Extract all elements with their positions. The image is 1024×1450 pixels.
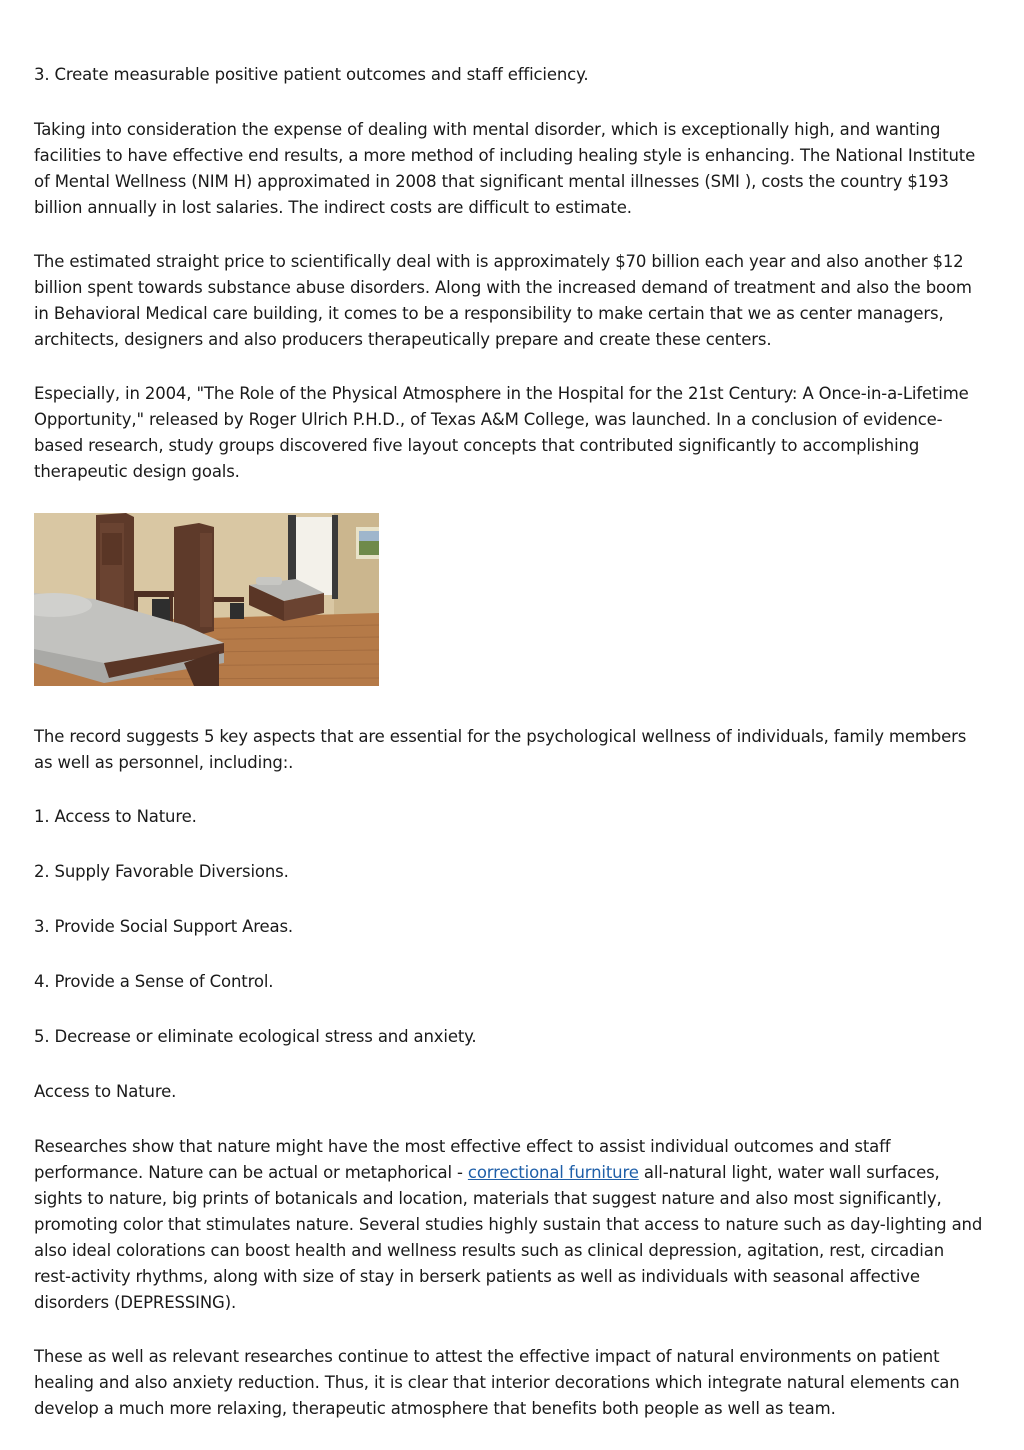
paragraph-natural-environments: These as well as relevant researches continue to attest the effective impact of natural environments on patient healing and also anxiety reduction. Thus, it is clear that interior decorations which integrate natural elements can develop a much more relaxing, therapeutic atmosphere that benefits both people as well as team. (34, 1347, 960, 1418)
paragraph-outcome-goal: 3. Create measurable positive patient outcomes and staff efficiency. (34, 65, 589, 84)
hospital-room-photo (34, 513, 379, 686)
correctional-furniture-link[interactable]: correctional furniture (467, 1163, 639, 1182)
list-item-2: 2. Supply Favorable Diversions. (34, 862, 289, 881)
paragraph-treatment-cost: The estimated straight price to scientifically deal with is approximately $70 billion each year and also another $12 billion spent towards substance abuse disorders. Along with the increased demand of treatment and also the boom in Behavioral Medical care building, it comes to be a responsibility to make certain that we as center managers, architects, designers and also producers therapeutically prepare and create these centers. (34, 252, 972, 349)
paragraph-nature-text-start: Researches show that nature might have the most effective effect to assist individual outcomes and staff performance. Nature can be actual or metaphorical - (34, 1137, 891, 1182)
list-item-3: 3. Provide Social Support Areas. (34, 917, 294, 936)
section-heading-access-to-nature: Access to Nature. (34, 1082, 177, 1101)
paragraph-nature-research (34, 1134, 984, 1316)
list-item-1: 1. Access to Nature. (34, 807, 197, 826)
list-item-4: 4. Provide a Sense of Control. (34, 972, 274, 991)
paragraph-ulrich-report: Especially, in 2004, "The Role of the Physical Atmosphere in the Hospital for the 21st Century: A Once-in-a-Lifetime Opportunity," released by Roger Ulrich P.H.D., of Texas A&M College, was launched. In a conclusion of evidence-based research, study groups discovered five layout concepts that contributed significantly to accomplishing therapeutic design goals. (34, 384, 969, 481)
paragraph-key-aspects: The record suggests 5 key aspects that are essential for the psychological wellness of individuals, family members as well as personnel, including:. (34, 727, 967, 772)
list-item-5: 5. Decrease or eliminate ecological stress and anxiety. (34, 1027, 477, 1046)
article (34, 62, 984, 1450)
paragraph-cost-intro: Taking into consideration the expense of dealing with mental disorder, which is exceptionally high, and wanting facilities to have effective end results, a more method of including healing style is enhancing. The National Institute of Mental Wellness (NIM H) approximated in 2008 that significant mental illnesses (SMI ), costs the country $193 billion annually in lost salaries. The indirect costs are difficult to estimate. (34, 120, 976, 217)
paragraph-nature-text-end: all-natural light, water wall surfaces, sights to nature, big prints of botanicals and location, materials that suggest nature and also most significantly, promoting color that stimulates nature. Several studies highly sustain that access to nature such as day-lighting and also ideal colorations can boost health and wellness results such as clinical depression, agitation, rest, circadian rest-activity rhythms, along with size of stay in berserk patients as well as individuals with seasonal affective disorders (DEPRESSING). (34, 1163, 983, 1312)
